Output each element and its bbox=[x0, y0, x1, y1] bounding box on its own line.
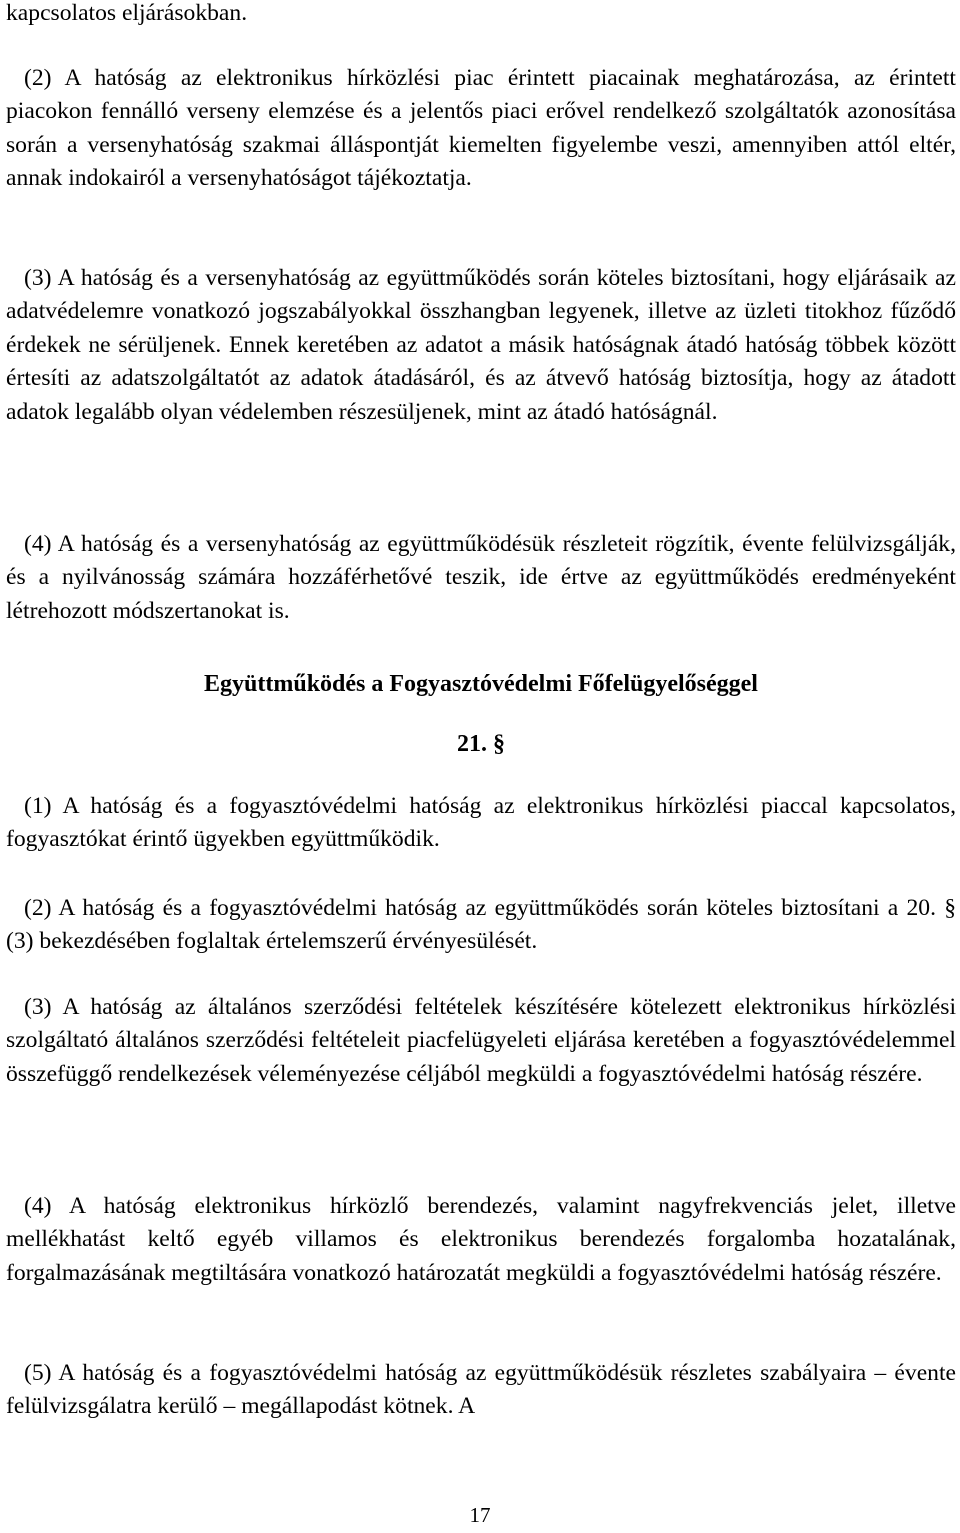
page-number: 17 bbox=[469, 1503, 491, 1527]
section-20-paragraph-3: (3) A hatóság és a versenyhatóság az együttműködés során köteles biztosítani, hogy eljárásaik az adatvédelemre vonatkozó jogszabályokkal összhangban legyenek, illetve az üzleti titokhoz fűződő érdekek ne sérüljenek. Ennek keretében az adatot a másik hatóságnak átadó hatóság többek között értesíti az adatszolgáltatót az adatok átadásáról, és az átvevő hatóság biztosítja, hogy az átadott adatok legalább olyan védelemben részesüljenek, mint az átadó hatóságnál. bbox=[6, 265, 956, 425]
section-20-paragraph-2: (2) A hatóság az elektronikus hírközlési piac érintett piacainak meghatározása, az érintett piacokon fennálló verseny elemzése és a jelentős piaci erővel rendelkező szolgáltatók azonosítása során a versenyhatóság szakmai álláspontját kiemelten figyelembe veszi, amennyiben attól eltér, annak indokairól a versenyhatóságot tájékoztatja. bbox=[6, 65, 956, 192]
section-21-paragraph-2: (2) A hatóság és a fogyasztóvédelmi hatóság az együttműködés során köteles biztosítani a 20. § (3) bekezdésében foglaltak értelemszerű érvényesülését. bbox=[6, 895, 956, 955]
section-21-paragraph-3: (3) A hatóság az általános szerződési feltételek készítésére kötelezett elektronikus hírközlési szolgáltató általános szerződési feltételeit piacfelügyeleti eljárása keretében a fogyasztóvédelemmel összefüggő rendelkezések véleményezése céljából megküldi a fogyasztóvédelmi hatóság részére. bbox=[6, 994, 956, 1087]
section-number: 21. § bbox=[457, 731, 505, 757]
section-20-paragraph-4: (4) A hatóság és a versenyhatóság az együttműködésük részleteit rögzítik, évente felülvizsgálják, és a nyilvánosság számára hozzáférhetővé teszik, ide értve az együttműködés eredményeként létrehozott módszertanokat is. bbox=[6, 531, 956, 624]
section-21-paragraph-4: (4) A hatóság elektronikus hírközlő berendezés, valamint nagyfrekvenciás jelet, illetve mellékhatást keltő egyéb villamos és elektronikus berendezés forgalomba hozatalának, forgalmazásának megtiltására vonatkozó határozatát megküldi a fogyasztóvédelmi hatóság részére. bbox=[6, 1193, 956, 1286]
section-21-paragraph-5: (5) A hatóság és a fogyasztóvédelmi hatóság az együttműködésük részletes szabályaira – évente felülvizsgálatra kerülő – megállapodást kötnek. A bbox=[6, 1360, 956, 1420]
top-fragment: kapcsolatos eljárásokban. bbox=[6, 0, 248, 26]
section-21-paragraph-1: (1) A hatóság és a fogyasztóvédelmi hatóság az elektronikus hírközlési piaccal kapcsolatos, fogyasztókat érintő ügyekben együttműködik. bbox=[6, 793, 956, 853]
section-heading: Együttműködés a Fogyasztóvédelmi Főfelügyelőséggel bbox=[204, 671, 758, 697]
